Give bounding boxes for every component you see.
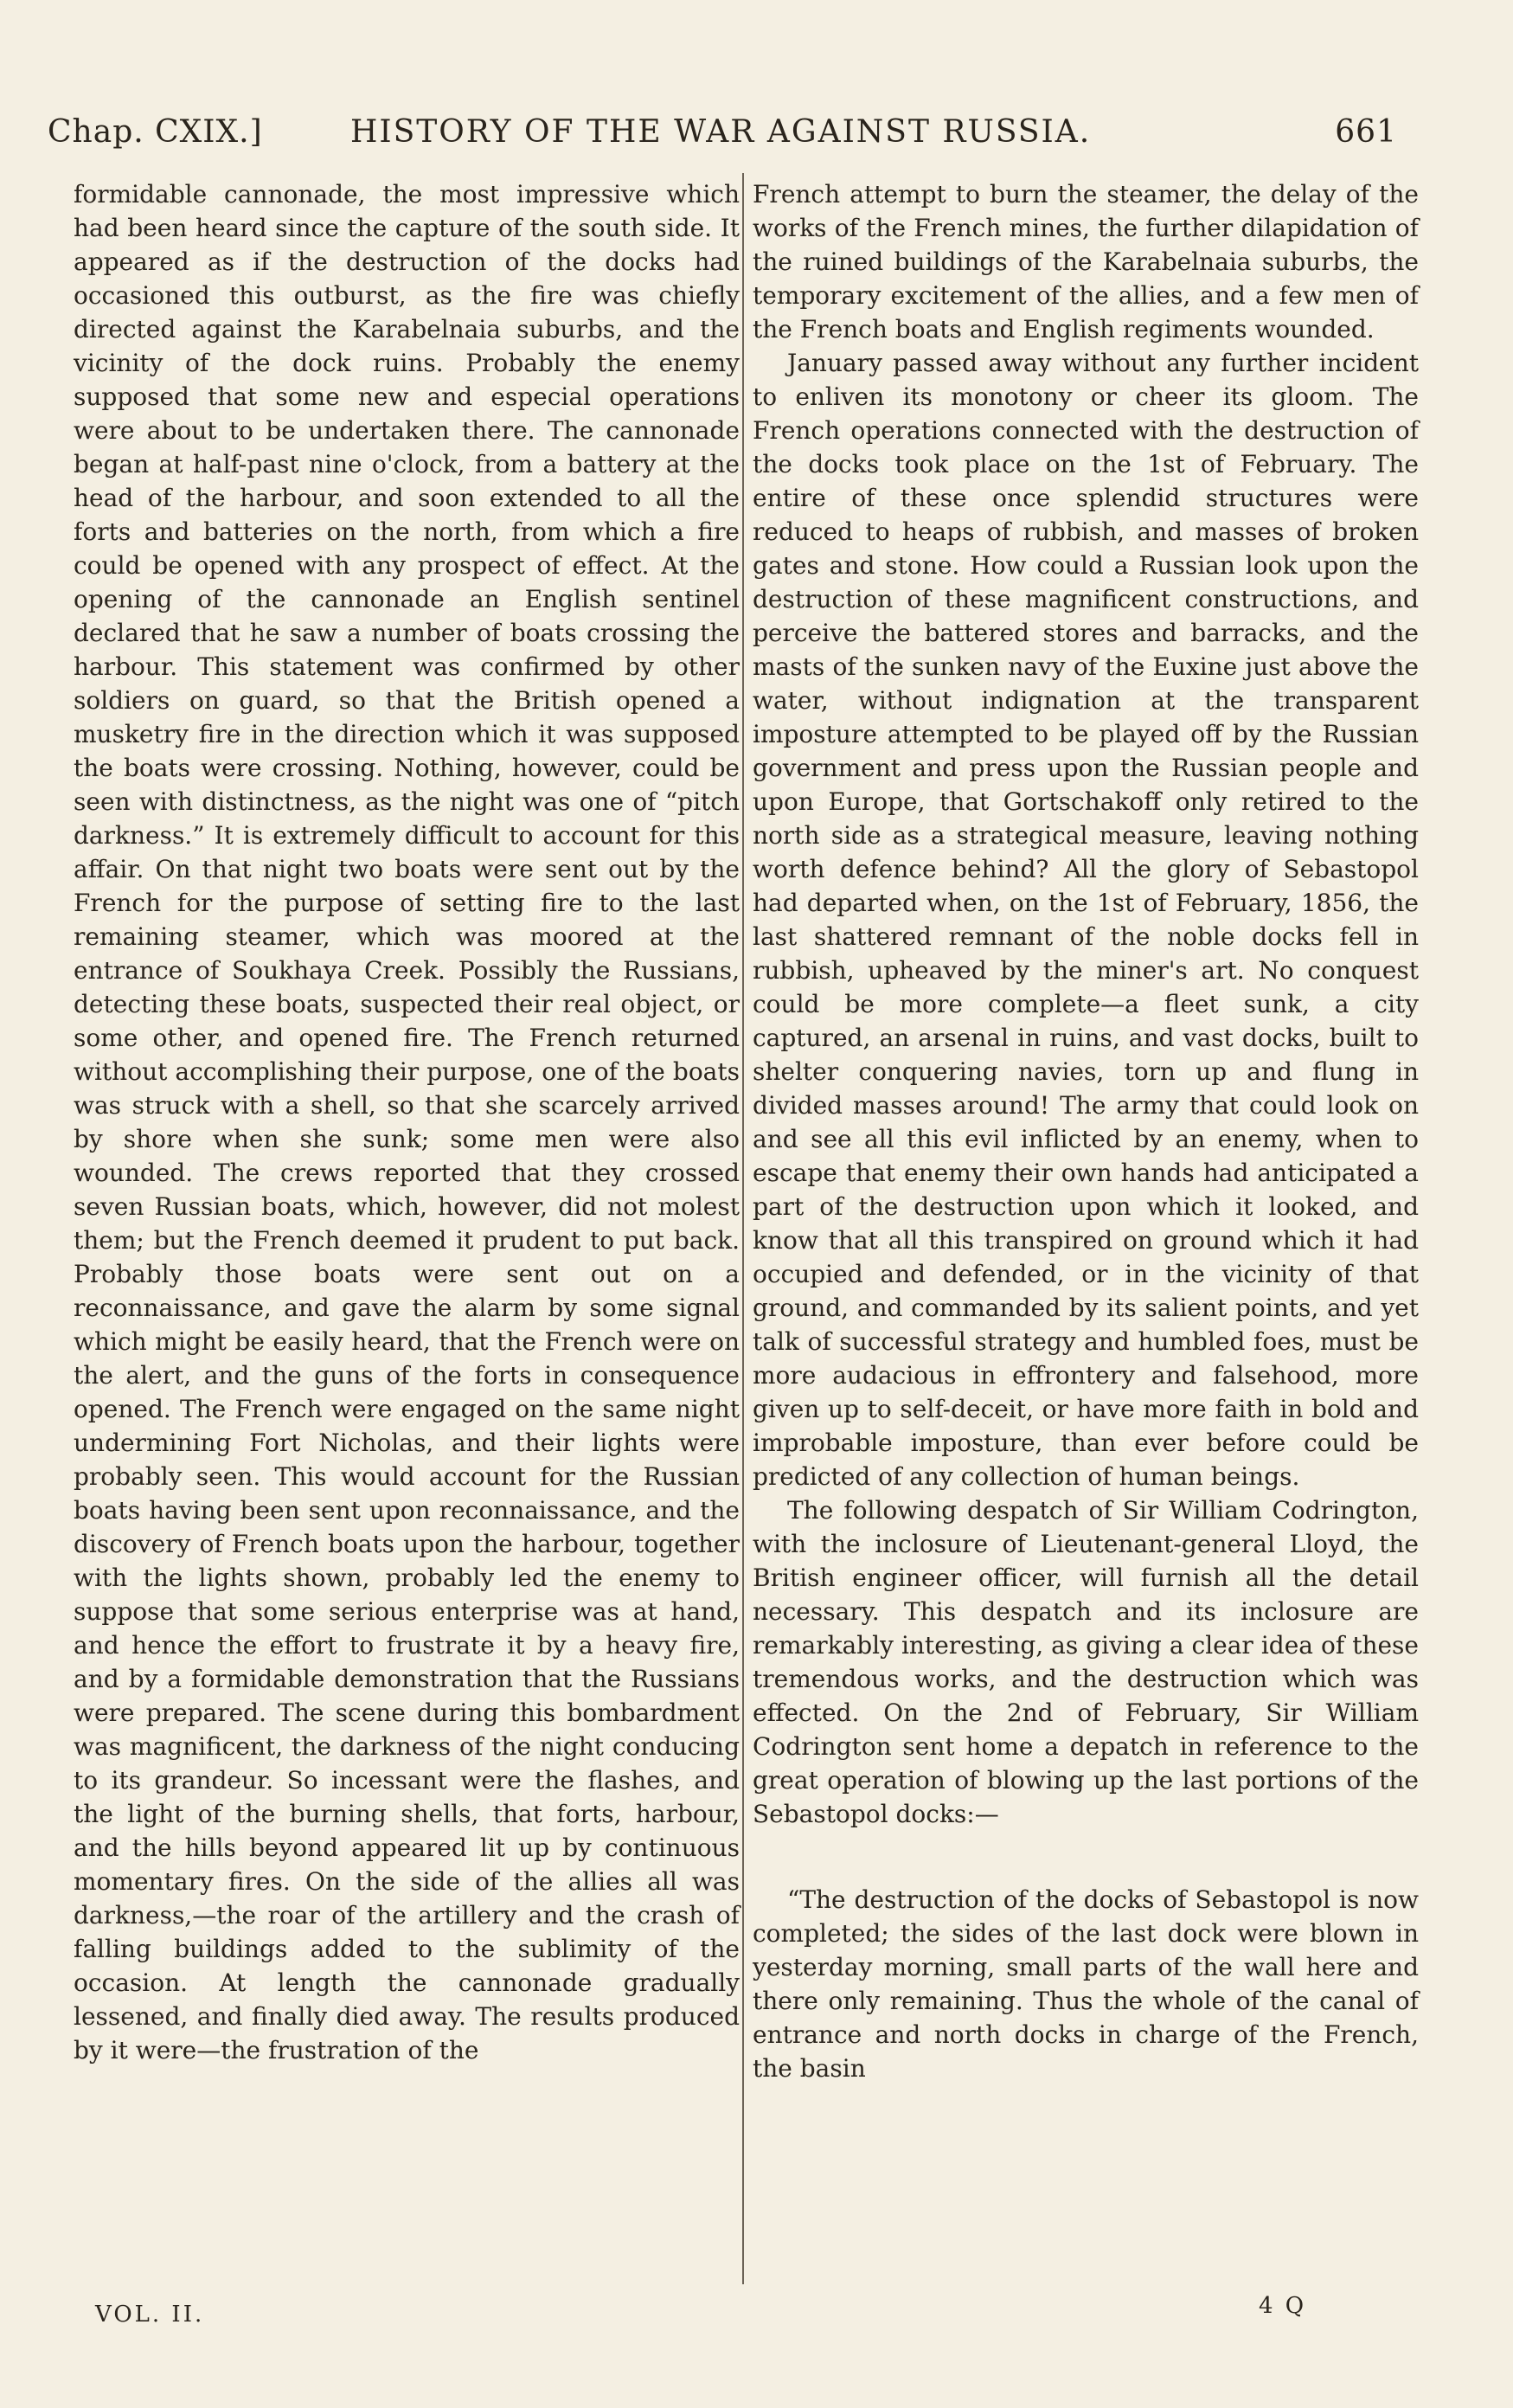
column-divider [742,173,744,2284]
despatch-quote: “The destruction of the docks of Sebastopol is now completed; the sides of the last dock were blown in yesterday morning, small parts of the wall here and there only remaining. Thus the whole of the canal of entrance and north docks in charge of the French, the basin [753,1885,1419,2083]
book-title: HISTORY OF THE WAR AGAINST RUSSIA. [350,114,1092,150]
left-paragraph-1: formidable cannonade, the most impressive which had been heard since the capture of the south side. It appeared as if the destruction of the docks had occasioned this outburst, as the fire was chiefly directed against the Karabelnaia suburbs, and the vicinity of the dock ruins. Probably the enemy supposed that some new and especial operations were about to be undertaken there. The cannonade began at half-past nine o'clock, from a battery at the head of the harbour, and soon extended to all the forts and batteries on the north, from which a fire could be opened with any prospect of effect. At the opening of the cannonade an English sentinel declared that he saw a number of boats crossing the harbour. This statement was confirmed by other soldiers on guard, so that the British opened a musketry fire in the direction which it was supposed the boats were crossing. Nothing, however, could be seen with distinctness, as the night was one of “pitch darkness.” It is extremely difficult to account for this affair. On that night two boats were sent out by the French for the purpose of setting fire to the last remaining steamer, which was moored at the entrance of Soukhaya Creek. Possibly the Russians, detecting these boats, suspected their real object, or some other, and opened fire. The French returned without accomplishing their purpose, one of the boats was struck with a shell, so that she scarcely arrived by shore when she sunk; some men were also wounded. The crews reported that they crossed seven Russian boats, which, however, did not molest them; but the French deemed it prudent to put back. Probably those boats were sent out on a reconnaissance, and gave the alarm by some signal which might be easily heard, that the French were on the alert, and the guns of the forts in consequence opened. The French were engaged on the same night undermining Fort Nicholas, and their lights were probably seen. This would account for the Russian boats having been sent upon reconnaissance, and the discovery of French boats upon the harbour, together with the lights shown, probably led the enemy to suppose that some serious enterprise was at hand, and hence the effort to frustrate it by a heavy fire, and by a formidable demonstration that the Russians were prepared. The scene during this bombardment was magnificent, the darkness of the night conducing to its grandeur. So incessant were the flashes, and the light of the burning shells, that forts, harbour, and the hills beyond appeared lit up by continuous momentary fires. On the side of the allies all was darkness,—the roar of the artillery and the crash of falling buildings added to the sublimity of the occasion. At length the cannonade gradually lessened, and finally died away. The results produced by it were—the frustration of the [74,180,740,2064]
page-number: 661 [1335,114,1397,150]
right-column [753,177,1419,2085]
volume-label: VOL. II. [95,2302,205,2328]
signature-mark: 4 Q [1259,2293,1307,2319]
right-paragraph-1: French attempt to burn the steamer, the delay of the works of the French mines, the further dilapidation of the ruined buildings of the Karabelnaia suburbs, the temporary excitement of the allies, and a few men of the French boats and English regiments wounded. [753,180,1419,344]
running-header [48,114,1397,157]
right-paragraph-2: January passed away without any further incident to enliven its monotony or cheer its gloom. The French operations connected with the destruction of the docks took place on the 1st of February. The entire of these once splendid structures were reduced to heaps of rubbish, and masses of broken gates and stone. How could a Russian look upon the destruction of these magnificent constructions, and perceive the battered stores and barracks, and the masts of the sunken navy of the Euxine just above the water, without indignation at the transparent imposture attempted to be played off by the Russian government and press upon the Russian people and upon Europe, that Gortschakoff only retired to the north side as a strategical measure, leaving nothing worth defence behind? All the glory of Sebastopol had departed when, on the 1st of February, 1856, the last shattered remnant of the noble docks fell in rubbish, upheaved by the miner's art. No conquest could be more complete—a fleet sunk, a city captured, an arsenal in ruins, and vast docks, built to shelter conquering navies, torn up and flung in divided masses around! The army that could look on and see all this evil inflicted by an enemy, when to escape that enemy their own hands had anticipated a part of the destruction upon which it looked, and know that all this transpired on ground which it had occupied and defended, or in the vicinity of that ground, and commanded by its salient points, and yet talk of successful strategy and humbled foes, must be more audacious in effrontery and falsehood, more given up to self-deceit, or have more faith in bold and improbable imposture, than ever before could be predicted of any collection of human beings. [753,349,1419,1491]
left-column [74,177,740,2067]
right-paragraph-3: The following despatch of Sir William Codrington, with the inclosure of Lieutenant-general Lloyd, the British engineer officer, will furnish all the detail necessary. This despatch and its inclosure are remarkably interesting, as giving a clear idea of these tremendous works, and the destruction which was effected. On the 2nd of February, Sir William Codrington sent home a depatch in reference to the great operation of blowing up the last portions of the Sebastopol docks:— [753,1496,1419,1828]
chapter-label: Chap. CXIX.] [48,114,263,150]
